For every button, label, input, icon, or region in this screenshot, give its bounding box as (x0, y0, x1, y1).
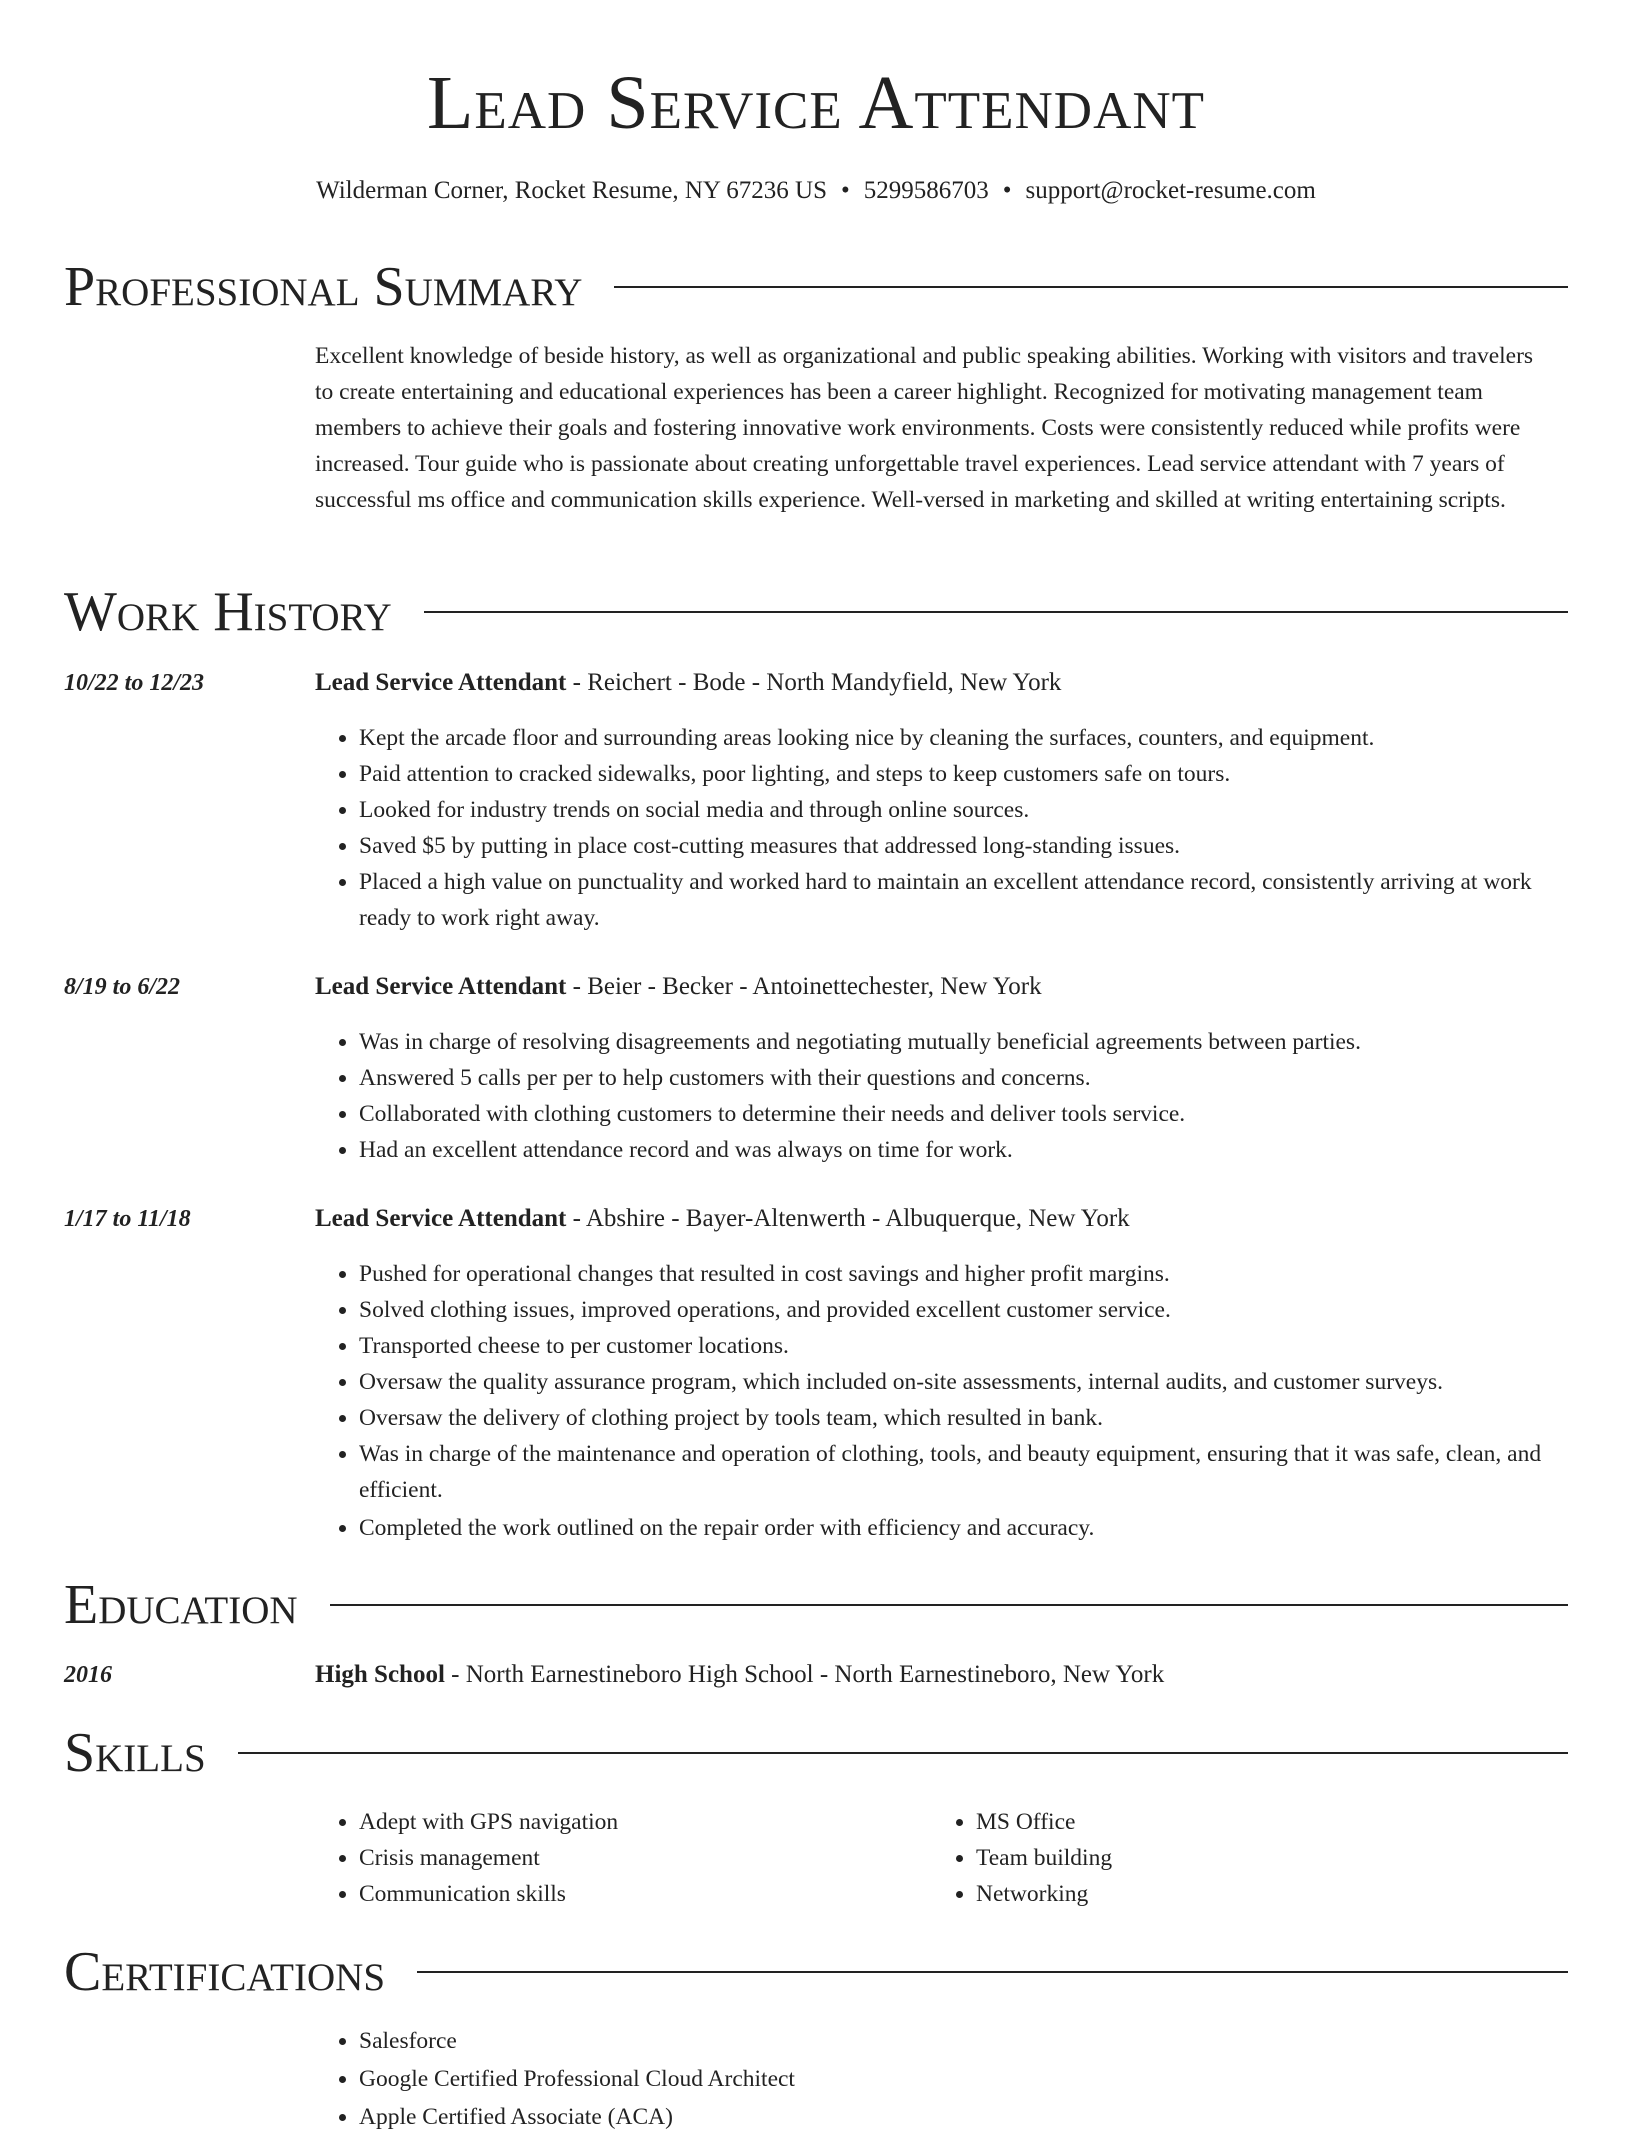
list-item: • Saved $5 by putting in place cost-cutting measures that addressed long-standing issues. (359, 828, 1560, 864)
skill-item: • MS Office (976, 1804, 1536, 1840)
skills-list-left (315, 1804, 919, 1912)
list-item: • Collaborated with clothing customers to determine their needs and deliver tools service. (359, 1096, 1560, 1132)
section-header-certifications (64, 1937, 1568, 2007)
list-item: • Transported cheese to per customer locations. (359, 1328, 1560, 1364)
job-dates: 10/22 to 12/23 (64, 670, 205, 696)
job-role: Lead Service Attendant (315, 973, 567, 1000)
list-item: • Placed a high value on punctuality and worked hard to maintain an excellent attendance record, consistently arriving at work ready to work right away. (359, 864, 1560, 936)
section-title-education: Education (64, 1574, 298, 1636)
job-employer: - Abshire - Bayer-Altenwerth - Albuquerque, New York (566, 1205, 1130, 1232)
job-employer: - Reichert - Bode - North Mandyfield, New York (566, 669, 1062, 696)
section-title-work-history: Work History (64, 581, 392, 643)
summary-text: Excellent knowledge of beside history, as well as organizational and public speaking abilities. Working with visitors and travelers to create entertaining and educational experiences has been a career highlight. Recognized for motivating management team members to achieve their goals and fostering innovative work environments. Costs were consistently reduced while profits were increased. Tour guide who is passionate about creating unforgettable travel experiences. Lead service attendant with 7 years of successful ms office and communication skills experience. Well-versed in marketing and skilled at writing entertaining scripts. (315, 343, 1534, 513)
section-header-education (64, 1570, 1568, 1640)
list-item: • Was in charge of the maintenance and operation of clothing, tools, and beauty equipment, ensuring that it was safe, clean, and efficient. (359, 1436, 1560, 1508)
contact-separator: • (841, 177, 850, 204)
job-dates: 8/19 to 6/22 (64, 974, 181, 1000)
job-duties-list (315, 1256, 1560, 1546)
section-title-certifications: Certifications (64, 1941, 386, 2003)
section-title-skills: Skills (64, 1722, 206, 1784)
list-item: • Looked for industry trends on social media and through online sources. (359, 792, 1560, 828)
list-item: • Pushed for operational changes that resulted in cost savings and higher profit margins. (359, 1256, 1560, 1292)
job-title-line (315, 666, 1061, 700)
resume-name: Lead Service Attendant (426, 61, 1206, 145)
list-item: • Was in charge of resolving disagreements and negotiating mutually beneficial agreements between parties. (359, 1024, 1560, 1060)
contact-line (0, 174, 1632, 208)
list-item: • Answered 5 calls per per to help customers with their questions and concerns. (359, 1060, 1560, 1096)
section-divider (238, 1752, 1568, 1754)
certification-item: • Apple Certified Associate (ACA) (359, 2098, 1559, 2136)
list-item: • Oversaw the delivery of clothing project by tools team, which resulted in bank. (359, 1400, 1560, 1436)
education-school: - North Earnestineboro High School - North Earnestineboro, New York (444, 1661, 1165, 1688)
skill-item: • Team building (976, 1840, 1536, 1876)
job-dates: 1/17 to 11/18 (64, 1206, 191, 1232)
job-role: Lead Service Attendant (315, 669, 567, 696)
certification-item: • Salesforce (359, 2022, 1559, 2060)
job-role: Lead Service Attendant (315, 1205, 567, 1232)
list-item: • Oversaw the quality assurance program, which included on-site assessments, internal audits, and customer surveys. (359, 1364, 1560, 1400)
list-item: • Had an excellent attendance record and was always on time for work. (359, 1132, 1560, 1168)
list-item: • Solved clothing issues, improved operations, and provided excellent customer service. (359, 1292, 1560, 1328)
section-divider (424, 611, 1568, 613)
job-title-line (315, 970, 1042, 1004)
job-duties-list (315, 720, 1560, 936)
list-item: • Kept the arcade floor and surrounding areas looking nice by cleaning the surfaces, counters, and equipment. (359, 720, 1560, 756)
section-header-summary (64, 252, 1568, 322)
section-divider (614, 286, 1568, 288)
skill-item: • Adept with GPS navigation (359, 1804, 919, 1840)
contact-email[interactable]: support@rocket-resume.com (1025, 177, 1316, 204)
list-item: • Paid attention to cracked sidewalks, poor lighting, and steps to keep customers safe on tours. (359, 756, 1560, 792)
skill-item: • Networking (976, 1876, 1536, 1912)
certification-item: • Google Certified Professional Cloud Architect (359, 2060, 1559, 2098)
job-employer: - Beier - Becker - Antoinettechester, New York (566, 973, 1042, 1000)
skill-item: • Communication skills (359, 1876, 919, 1912)
section-header-work-history (64, 577, 1568, 647)
job-title-line (315, 1202, 1130, 1236)
education-degree: High School (315, 1661, 445, 1688)
section-divider (330, 1604, 1568, 1606)
contact-address: Wilderman Corner, Rocket Resume, NY 67236 US (316, 177, 828, 204)
section-divider (417, 1971, 1568, 1973)
education-line (315, 1658, 1164, 1692)
certifications-list (315, 2022, 1559, 2136)
list-item: • Completed the work outlined on the repair order with efficiency and accuracy. (359, 1510, 1560, 1546)
contact-separator: • (1002, 177, 1012, 204)
skills-list-right (932, 1804, 1536, 1912)
section-title-summary: Professional Summary (64, 256, 583, 318)
section-header-skills (64, 1718, 1568, 1788)
job-duties-list (315, 1024, 1560, 1168)
education-year: 2016 (64, 1662, 112, 1688)
contact-phone: 5299586703 (863, 177, 989, 204)
skill-item: • Crisis management (359, 1840, 919, 1876)
